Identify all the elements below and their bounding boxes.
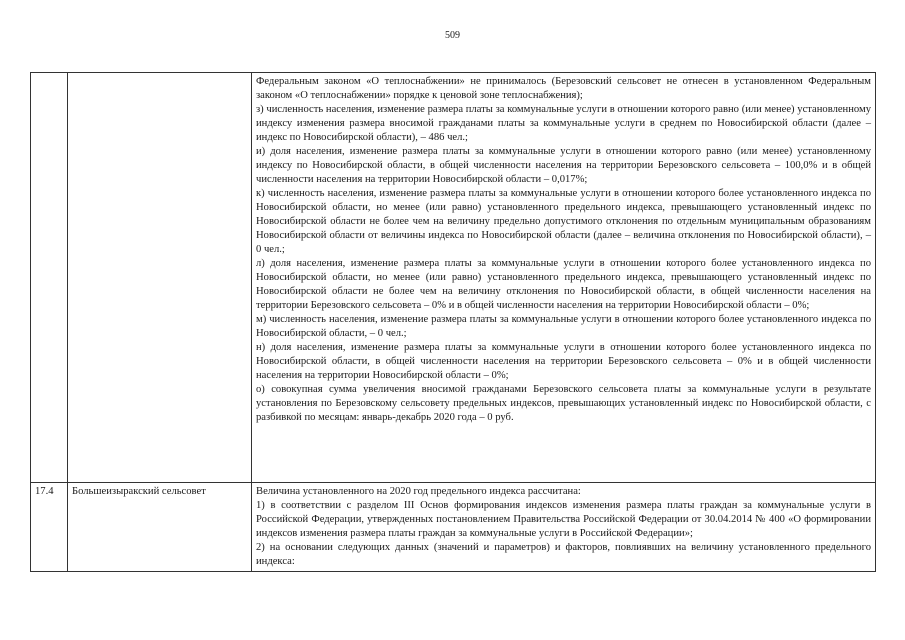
municipality-name-cell: Большеизыракский сельсовет <box>68 483 252 572</box>
description-cell <box>252 73 876 483</box>
paragraph: н) доля населения, изменение размера платы за коммунальные услуги в отношении которого более установленного индекса по Новосибирской области, в общей численности населения на территории Березовского сельсовета – 0% и в общей численности населения на территории Новосибирской области – 0%; <box>256 342 871 381</box>
description-cell <box>252 483 876 572</box>
municipality-name-cell <box>68 73 252 483</box>
paragraph: 2) на основании следующих данных (значений и параметров) и факторов, повлиявших на величину установленного предельного индекса: <box>256 542 871 567</box>
paragraph: з) численность населения, изменение размера платы за коммунальные услуги в отношении которого равно (или менее) установленному индексу изменения размера вносимой гражданами платы за коммунальные услуги в среднем по Новосибирской области (далее – индекс по Новосибирской области), – 486 чел.; <box>256 104 871 143</box>
paragraph: к) численность населения, изменение размера платы за коммунальные услуги в отношении которого более установленного индекса по Новосибирской области, но менее (или равно) установленного предельного индекса, превышающего установленный индекс по Новосибирской области не более чем на величину предельно допустимого отклонения по отдельным муниципальным образованиям Новосибирской области от величины индекса по Новосибирской области (далее – величина отклонения по Новосибирской области), – 0 чел.; <box>256 188 871 255</box>
row-number-cell <box>31 73 68 483</box>
document-table <box>30 72 876 572</box>
table-row <box>31 73 876 483</box>
paragraph: м) численность населения, изменение размера платы за коммунальные услуги в отношении которого более установленного индекса по Новосибирской области, – 0 чел.; <box>256 314 871 339</box>
paragraph: 1) в соответствии с разделом III Основ формирования индексов изменения размера платы граждан за коммунальные услуги в Российской Федерации, утвержденных постановлением Правительства Российской Федерации от 30.04.2014 № 400 «О формировании индексов изменения размера платы граждан за коммунальные услуги в Российской Федерации»; <box>256 500 871 539</box>
paragraph: Федеральным законом «О теплоснабжении» не принималось (Березовский сельсовет не отнесен в установленном Федеральным законом «О теплоснабжении» порядке к ценовой зоне теплоснабжения); <box>256 76 871 101</box>
paragraph: и) доля населения, изменение размера платы за коммунальные услуги в отношении которого равно (или менее) установленному индексу по Новосибирской области, в общей численности населения на территории Березовского сельсовета – 100,0% и в общей численности населения на территории Новосибирской области – 0,017%; <box>256 146 871 185</box>
page-number: 509 <box>445 30 460 41</box>
paragraph: о) совокупная сумма увеличения вносимой гражданами Березовского сельсовета платы за коммунальные услуги в результате установления по Березовскому сельсовету предельных индексов, превышающих установленный индекс по Новосибирской области, с разбивкой по месяцам: январь-декабрь 2020 года – 0 руб. <box>256 384 871 423</box>
paragraph: л) доля населения, изменение размера платы за коммунальные услуги в отношении которого более установленного индекса по Новосибирской области, но менее (или равно) установленного предельного индекса, превышающего установленный индекс по Новосибирской области не более чем на величину отклонения по Новосибирской области, в общей численности населения на территории Березовского сельсовета – 0% и в общей численности населения на территории Новосибирской области – 0%; <box>256 258 871 311</box>
row-number-cell: 17.4 <box>31 483 68 572</box>
table-row <box>31 483 876 572</box>
paragraph: Величина установленного на 2020 год предельного индекса рассчитана: <box>256 486 581 497</box>
